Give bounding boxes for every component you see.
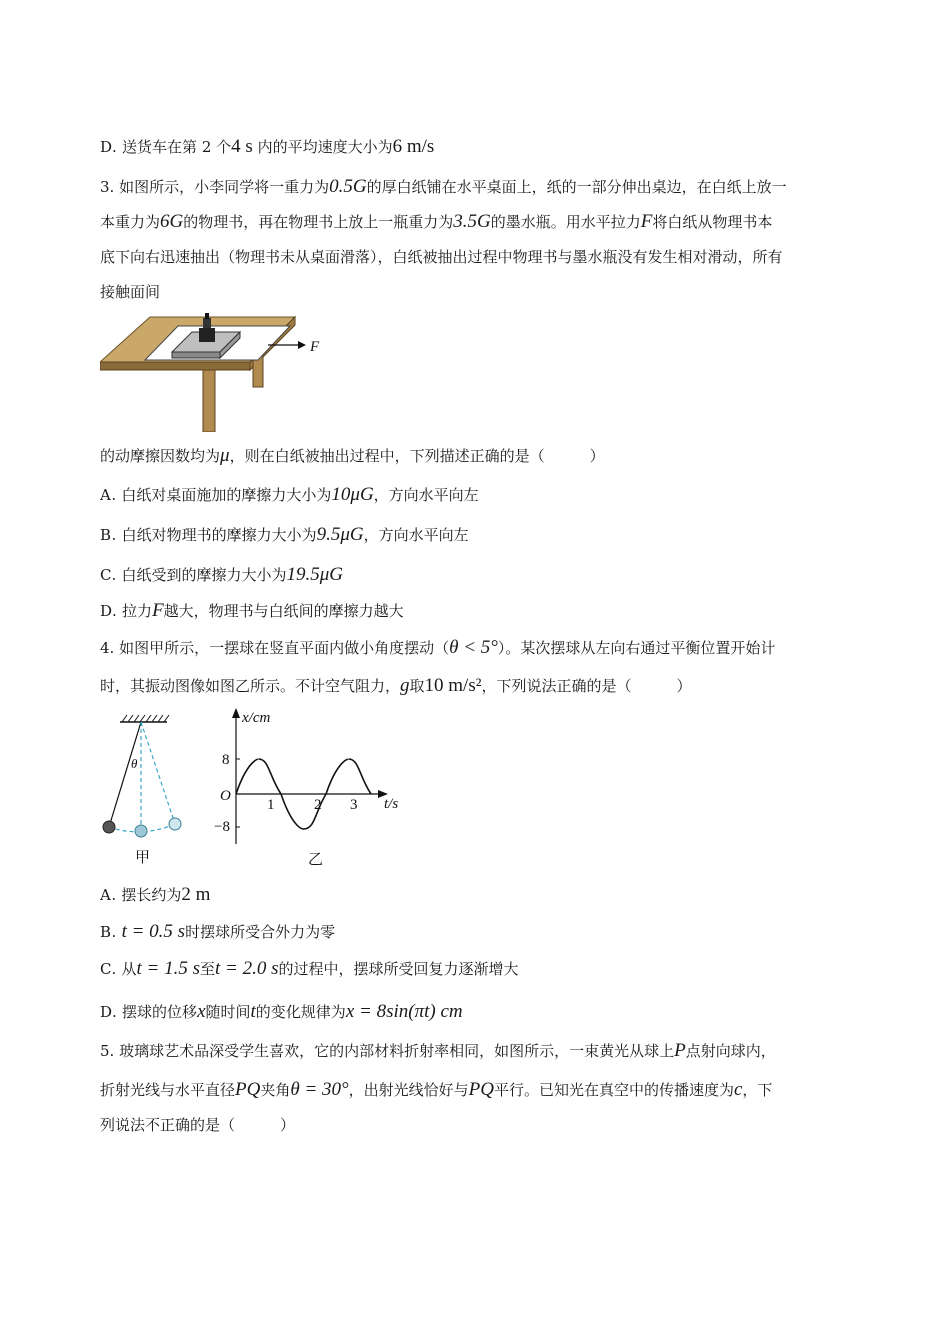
x-tick-3: 3 [350,797,358,813]
text: 如图甲所示，一摆球在竖直平面内做小角度摆动（ [119,639,450,657]
q5-line-1 [100,1041,776,1061]
option-text: ，方向水平向左 [363,526,469,544]
text: 如图所示，小李同学将一重力为 [119,178,330,196]
text: 的动摩擦因数均为 [100,447,221,465]
q2-option-d [100,137,434,157]
option-text: 越大，物理书与白纸间的摩擦力越大 [163,602,404,620]
option-text: 随时间 [205,1003,251,1021]
y-axis-label: x/cm [242,710,271,726]
option-text: 白纸受到的摩擦力大小为 [121,566,287,584]
math: s [240,136,253,157]
q4-option-a [100,885,210,905]
option-text: ，方向水平向左 [373,486,479,504]
text: 折射光线与水平直径 [100,1081,236,1099]
q3-line-2 [100,212,772,232]
q3-line-3: 底下向右迅速抽出（物理书未从桌面滑落），白纸被抽出过程中物理书与墨水瓶没有发生相对滑动，所有 [100,248,783,266]
text: 平行。已知光在真空中的传播速度为 [493,1081,734,1099]
math: μ [220,445,230,466]
option-text: 白纸对物理书的摩擦力大小为 [121,526,317,544]
text: ，出射光线恰好与 [348,1081,469,1099]
math: 10 m/s² [424,675,482,696]
text: 点射向球内， [685,1042,776,1060]
q4-option-d [100,1002,463,1022]
q3-line-4: 接触面间 [100,283,161,301]
text: ，则在白纸被抽出过程中，下列描述正确的是（ ） [229,447,605,465]
math: 9.5μG [316,524,364,545]
math: c [733,1079,743,1100]
option-label: C. [100,960,117,978]
text: 将白纸从物理书本 [652,213,773,231]
math: F [640,211,653,232]
option-text: 摆长约为 [121,886,182,904]
text: 的厚白纸铺在水平桌面上，纸的一部分伸出桌边，在白纸上放一 [366,178,787,196]
question-number: 5. [100,1042,115,1060]
q5-line-2 [100,1080,772,1100]
option-text: 拉力 [122,602,153,620]
q3-option-b [100,525,469,545]
math: x [197,1001,206,1022]
math: t [250,1001,256,1022]
option-label: D. [100,602,118,620]
text: ，下列说法正确的是（ ） [481,677,692,695]
figure-caption-jia: 甲 [135,850,151,866]
math: 19.5μG [286,564,344,585]
text: 夹角 [260,1081,291,1099]
force-label: F [310,339,320,355]
option-text: 白纸对桌面施加的摩擦力大小为 [121,486,332,504]
math: PQ [468,1079,494,1100]
option-label: B. [100,923,117,941]
x-axis-label: t/s [384,796,399,812]
y-tick-pos: 8 [222,752,230,768]
math: 6 m/s [392,136,435,157]
math: t = 0.5 s [121,921,186,942]
q3-option-a [100,485,479,505]
text: 时，其振动图像如图乙所示。不计空气阻力， [100,677,401,695]
q3-line-1 [100,177,787,197]
math: θ < 5° [449,637,498,658]
x-tick-1: 1 [267,797,275,813]
q3-line-5 [100,446,605,466]
option-text: 摆球的位移 [122,1003,198,1021]
option-label: A. [100,886,117,904]
option-label: C. [100,566,117,584]
math: F [152,600,164,621]
math: 2 m [181,884,211,905]
math: t = 1.5 s [136,958,201,979]
y-tick-neg: −8 [214,819,230,835]
option-text: 至 [200,960,216,978]
option-text: 的变化规律为 [255,1003,346,1021]
math: x = 8sin(πt) cm [345,1001,463,1022]
origin-label: O [220,788,231,804]
math: 4 [231,136,241,157]
math: 6G [160,211,184,232]
option-text: 时摆球所受合外力为零 [185,923,336,941]
q4-option-b [100,922,335,942]
option-label: D. [100,138,118,156]
text: ）。某次摆球从左向右通过平衡位置开始计 [497,639,776,657]
vibration-graph [212,704,412,870]
pendulum-ball [103,821,115,833]
theta-label: θ [131,756,138,771]
x-tick-2: 2 [314,797,322,813]
question-number: 4. [100,639,115,657]
figure-caption-yi: 乙 [308,852,324,868]
text: 玻璃球艺术品深受学生喜欢，它的内部材料折射率相同，如图所示，一束黄光从球上 [119,1042,675,1060]
q3-option-c [100,565,343,585]
option-text: 内的平均速度大小为 [257,138,393,156]
math: t = 2.0 s [215,958,279,979]
ink-bottle [199,328,215,342]
pendulum-figure [95,710,195,870]
option-text: 送货车在第 2 个 [122,138,232,156]
text: 的物理书，再在物理书上放上一瓶重力为 [183,213,454,231]
table-leg [203,370,215,432]
option-label: D. [100,1003,118,1021]
math: g [400,675,410,696]
q4-line-1 [100,638,775,658]
text: 取 [409,677,425,695]
math: 0.5G [329,176,367,197]
q4-line-2 [100,676,691,696]
text: 的墨水瓶。用水平拉力 [490,213,641,231]
math: 10μG [331,484,374,505]
math: PQ [235,1079,261,1100]
q4-option-c [100,959,519,979]
text: ，下 [742,1081,773,1099]
option-label: B. [100,526,117,544]
math: 3.5G [453,211,491,232]
math: θ = 30° [290,1079,349,1100]
q5-line-3: 列说法不正确的是（ ） [100,1116,296,1134]
table-figure [100,312,330,432]
text: 本重力为 [100,213,161,231]
q3-option-d [100,601,404,621]
question-number: 3. [100,178,115,196]
pendulum-string [109,722,141,827]
math: P [674,1040,686,1061]
option-text: 的过程中，摆球所受回复力逐渐增大 [278,960,519,978]
option-text: 从 [121,960,137,978]
option-label: A. [100,486,117,504]
